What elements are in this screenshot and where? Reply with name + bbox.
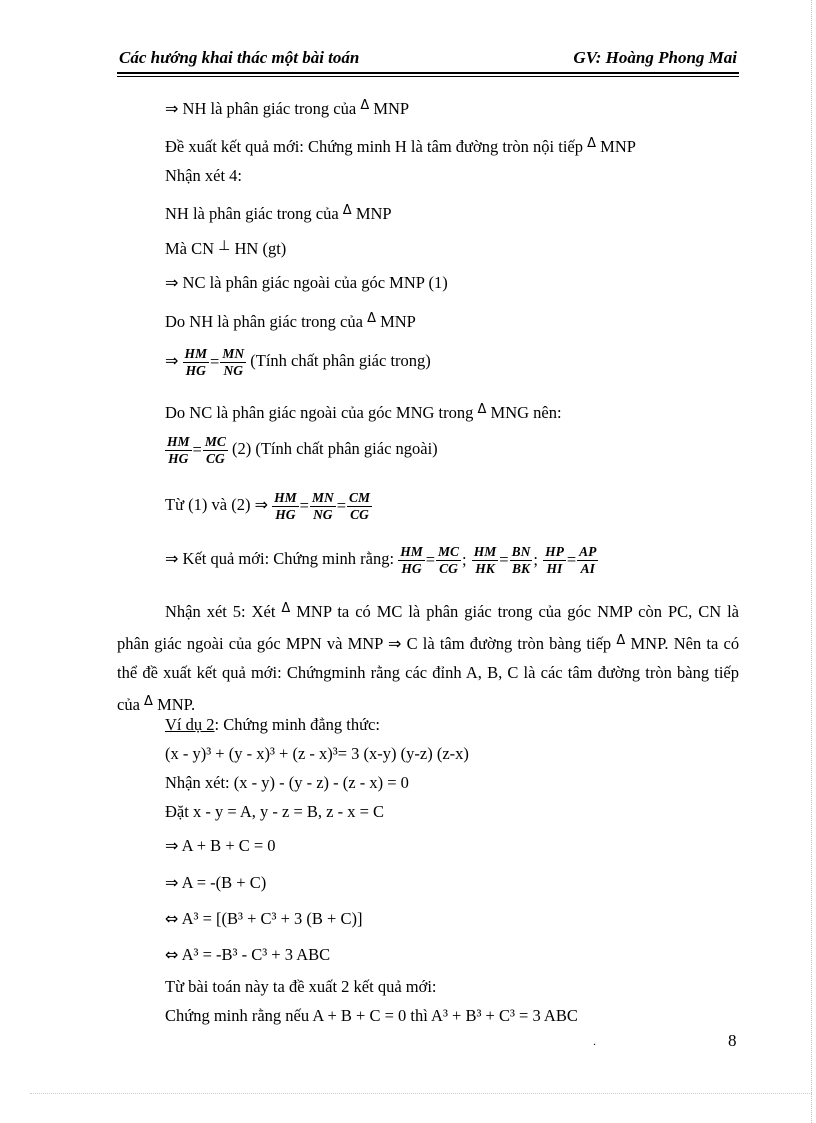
- implies-icon: ⇒: [165, 99, 179, 118]
- paragraph-remark-5: Nhận xét 5: Xét $^\Delta$ MNP ta có MC là phân giác trong của góc NMP còn PC, CN là phân giác ngoài của góc MPN và MNP ⇒ C là tâm đường tròn bàng tiếp $^\Delta$ MNP. Nên ta có thể đề xuất kết quả mới: Chứngminh rằng các đỉnh A, B, C là các tâm đường tròn bàng tiếp của $^\Delta$ MNP.: [117, 601, 740, 714]
- fraction: $\frac{MN}{NG}$: [222, 345, 245, 378]
- triangle-icon: Δ: [281, 601, 291, 616]
- step-2: ⇒ A = -(B + C): [165, 873, 267, 892]
- line-12: ⇒ Kết quả mới: Chứng minh rằng: $\frac{HM}{HG}$ = $\frac{MC}{CG}$ ; $\frac{HM}{HK}$ = $\frac{BN}{BK}$ ; $\frac{HP}{HI}$ = $\frac{AP}{AI}$: [165, 543, 597, 576]
- implies-icon: ⇒: [165, 273, 179, 292]
- step-4: ⇔ A³ = -B³ - C³ + 3 ABC: [165, 945, 331, 964]
- example-2-title: Ví dụ 2: Chứng minh đẳng thức:: [165, 715, 380, 734]
- line-10: $\frac{HM}{HG}$ = $\frac{MC}{CG}$ (2) (Tính chất phân giác ngoài): [167, 433, 438, 466]
- conclusion: Từ bài toán này ta đề xuất 2 kết quả mới:: [165, 977, 437, 996]
- line-4: NH là phân giác trong của $^\Delta$ MNP: [165, 203, 392, 223]
- triangle-icon: Δ: [342, 203, 352, 218]
- header-title: Các hướng khai thác một bài toán: [119, 48, 360, 67]
- perpendicular-icon: ⊥: [218, 238, 231, 254]
- implies-icon: ⇒: [387, 634, 402, 653]
- equivalent-icon: ⇔: [165, 945, 179, 964]
- fraction: $\frac{HM}{HG}$: [400, 543, 423, 576]
- line-5: Mà CN ⊥ HN (gt): [165, 238, 287, 258]
- fraction: $\frac{HM}{HK}$: [473, 543, 497, 576]
- fraction: $\frac{MN}{NG}$: [311, 489, 334, 522]
- triangle-icon: Δ: [587, 136, 597, 151]
- example-2-identity: (x - y)³ + (y - x)³ + (z - x)³= 3 (x-y) (y-z) (z-x): [165, 744, 469, 763]
- triangle-icon: Δ: [477, 402, 487, 417]
- line-3: Nhận xét 4:: [165, 166, 242, 185]
- example-2-set: Đặt x - y = A, y - z = B, z - x = C: [165, 802, 385, 821]
- triangle-icon: Δ: [360, 98, 370, 113]
- line-7: Do NH là phân giác trong của $^\Delta$ MNP: [165, 311, 416, 331]
- implies-icon: ⇒: [165, 549, 179, 568]
- line-6: ⇒ NC là phân giác ngoài của góc MNP (1): [165, 273, 448, 292]
- fraction: $\frac{HM}{HG}$: [167, 433, 190, 466]
- implies-icon: ⇒: [165, 873, 179, 892]
- step-3: ⇔ A³ = [(B³ + C³ + 3 (B + C)]: [165, 909, 363, 928]
- line-2: Đề xuất kết quả mới: Chứng minh H là tâm đường tròn nội tiếp $^\Delta$ MNP: [165, 136, 636, 156]
- fraction: $\frac{BN}{BK}$: [511, 543, 531, 576]
- example-2-note: Nhận xét: (x - y) - (y - z) - (z - x) = 0: [165, 773, 409, 792]
- implies-icon: ⇒: [254, 495, 268, 514]
- implies-icon: ⇒: [165, 351, 179, 370]
- fraction: $\frac{HM}{HG}$: [274, 489, 297, 522]
- step-1: ⇒ A + B + C = 0: [165, 836, 276, 855]
- line-11: Từ (1) và (2) ⇒ $\frac{HM}{HG}$ = $\frac{MN}{NG}$ = $\frac{CM}{CG}$: [165, 489, 371, 522]
- line-8: ⇒ $\frac{HM}{HG}$ = $\frac{MN}{NG}$ (Tính chất phân giác trong): [165, 345, 431, 378]
- fraction: $\frac{MC}{CG}$: [204, 433, 226, 466]
- header-rule: [117, 72, 739, 74]
- fraction: $\frac{AP}{AI}$: [579, 543, 597, 576]
- triangle-icon: Δ: [144, 694, 153, 709]
- equivalent-icon: ⇔: [165, 909, 179, 928]
- fraction: $\frac{MC}{CG}$: [438, 543, 460, 576]
- page-header: [117, 48, 737, 74]
- fraction: $\frac{HM}{HG}$: [184, 345, 208, 378]
- fraction: $\frac{HP}{HI}$: [545, 543, 564, 576]
- header-rule-thin: [117, 76, 739, 77]
- triangle-icon: Δ: [616, 633, 626, 648]
- triangle-icon: Δ: [367, 311, 376, 326]
- fraction: $\frac{CM}{CG}$: [349, 489, 371, 522]
- last-statement: Chứng minh rằng nếu A + B + C = 0 thì A³ + B³ + C³ = 3 ABC: [165, 1006, 578, 1025]
- margin-dotted-line: [811, 0, 812, 1123]
- line-9: Do NC là phân giác ngoài của góc MNG trong $^\Delta$ MNG nên:: [165, 402, 562, 422]
- footer-dot: .: [593, 1034, 596, 1048]
- page-number: 8: [728, 1031, 737, 1050]
- line-1: ⇒ NH là phân giác trong của $^\Delta$ MNP: [165, 98, 410, 118]
- bottom-dotted-line: [30, 1093, 812, 1094]
- implies-icon: ⇒: [165, 836, 179, 855]
- header-author: GV: Hoàng Phong Mai: [573, 48, 737, 67]
